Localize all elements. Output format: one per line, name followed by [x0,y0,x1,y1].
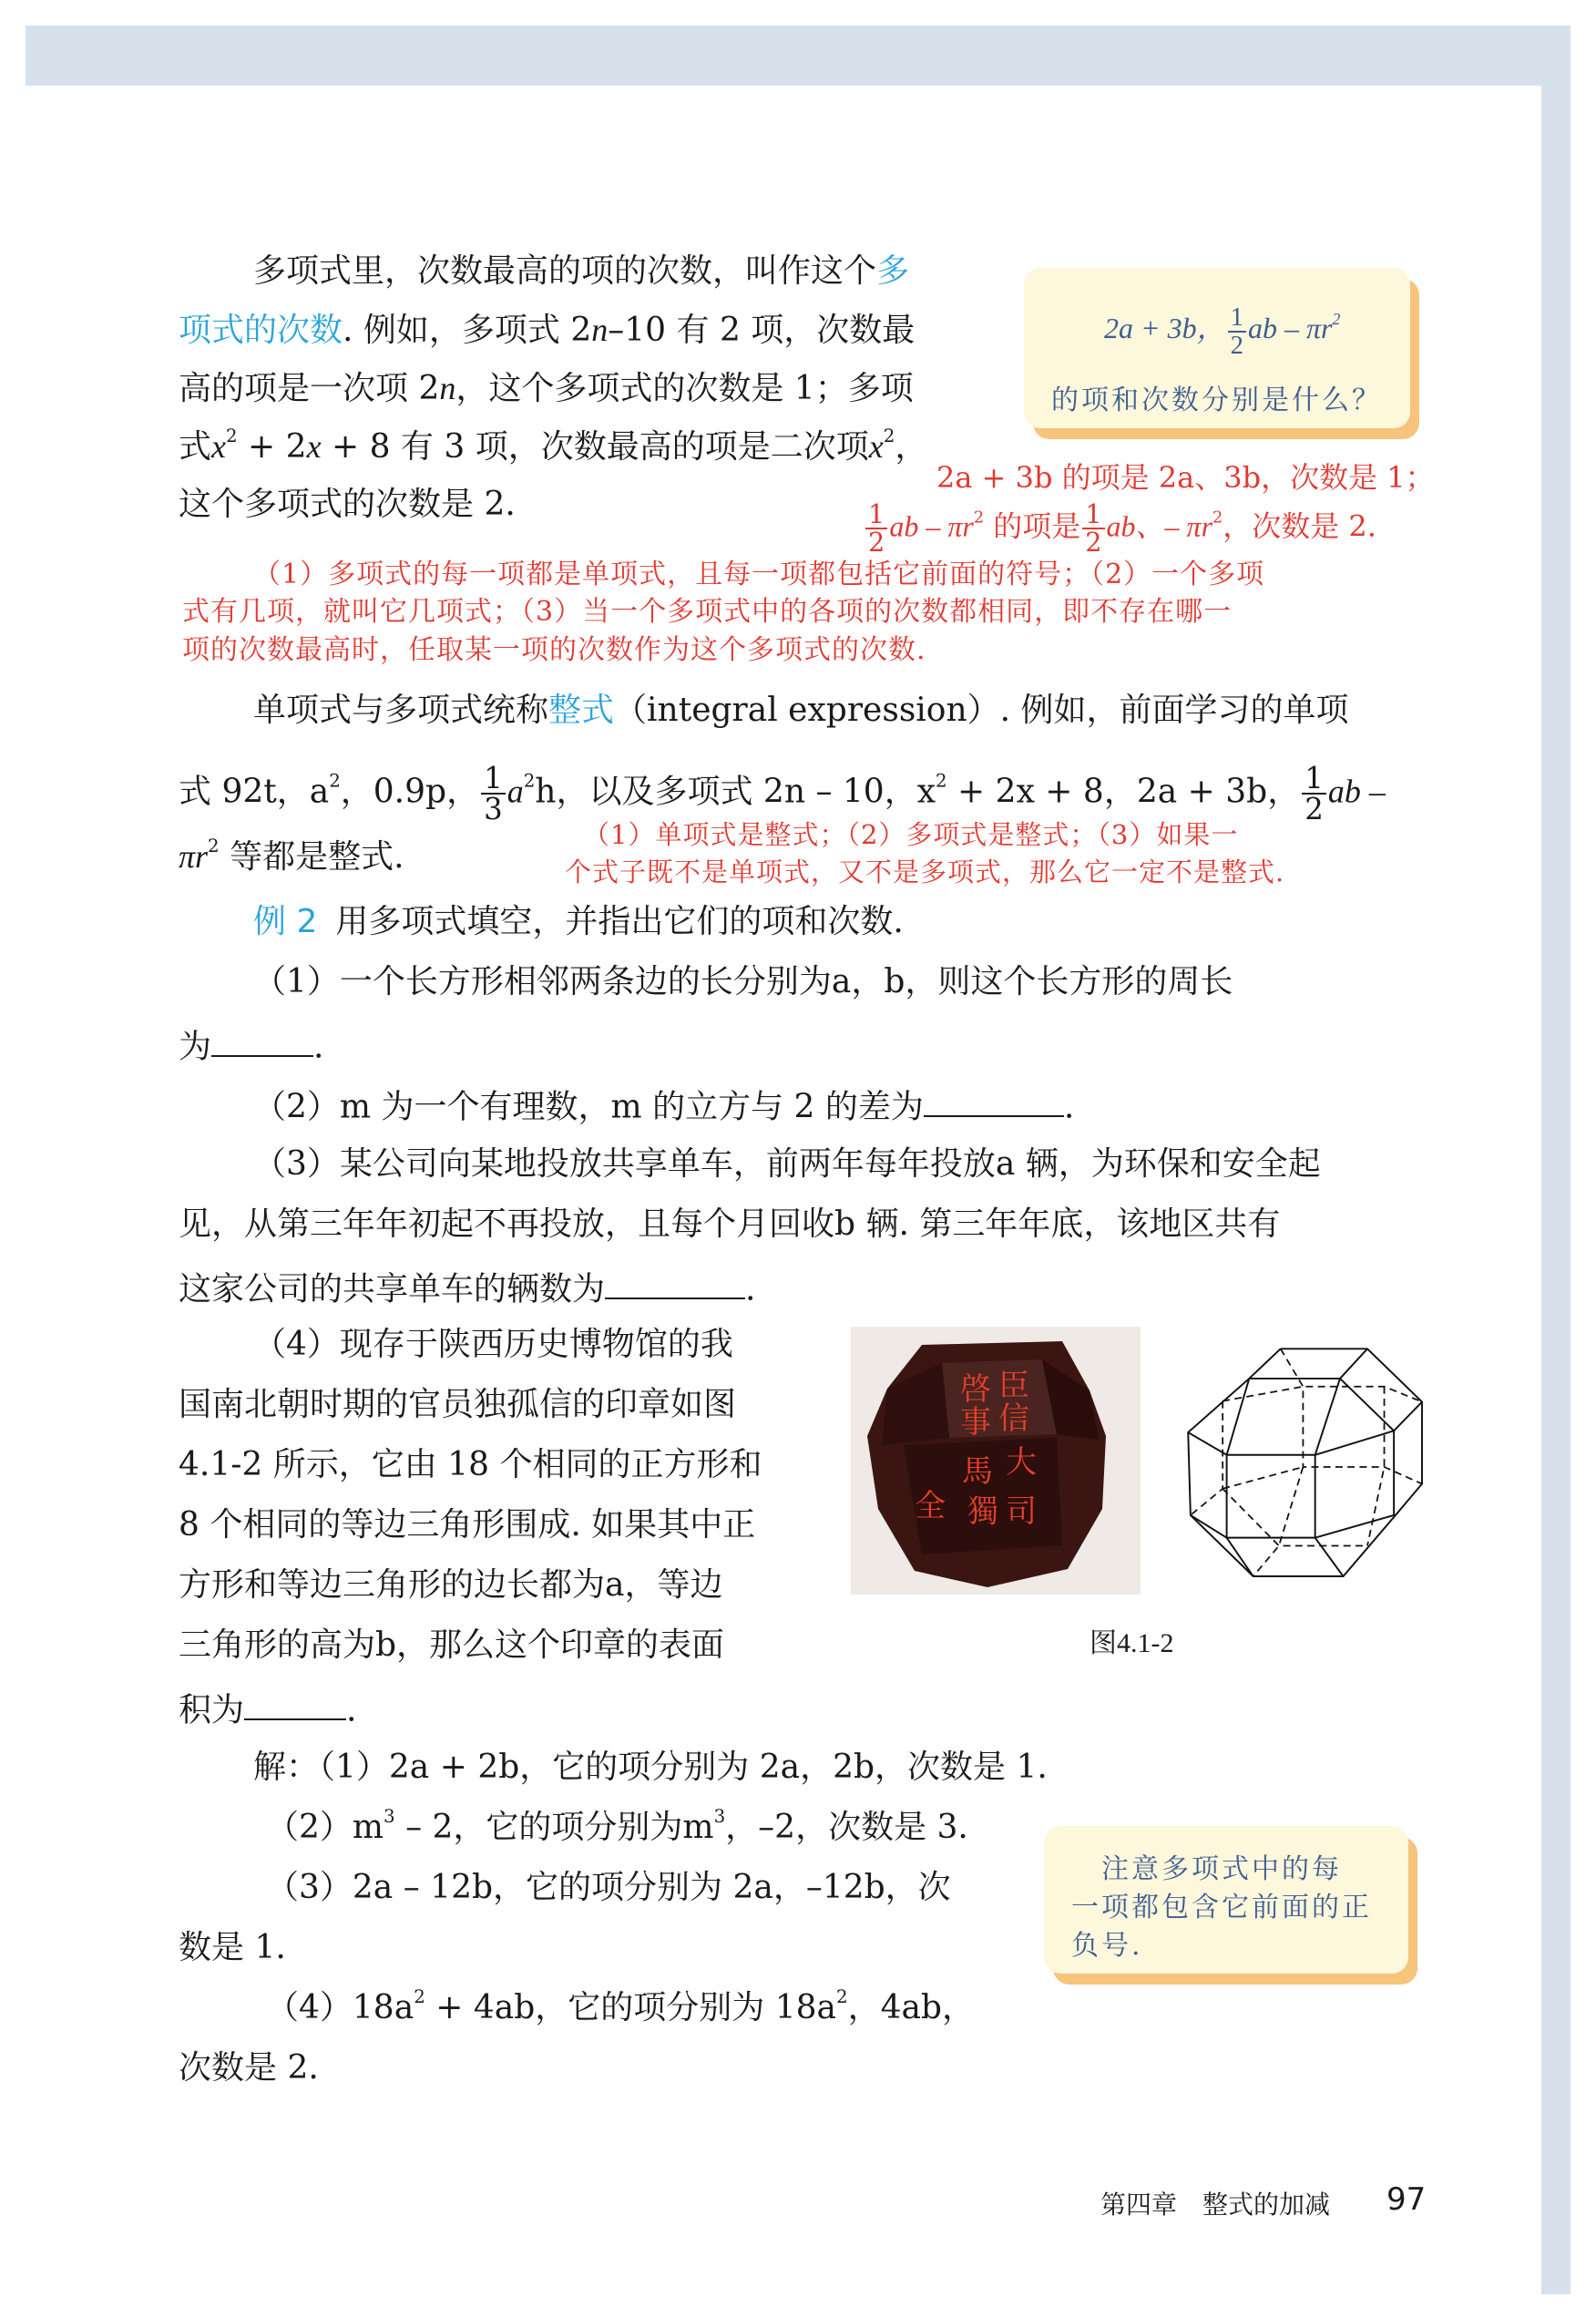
figure-caption: 图4.1-2 [1090,1628,1174,1658]
handwritten-note-1: （1）多项式的每一项都是单项式，且每一项都包括它前面的符号；（2）一个多项 式有几项，就叫它几项式；（3）当一个多项式中的各项的次数都相同，即不存在哪一 项的次数最高时，任取某一项的次数作为这个多项式的次数. [182,559,1265,666]
svg-text:馬: 馬 [962,1453,993,1490]
example-q4-line3: 4.1-2 所示，它由 18 个相同的正方形和 [179,1446,762,1483]
para2-line1: 单项式与多项式统称整式（integral expression）. 例如，前面学习的单项 [253,692,1349,729]
solution-4-cont: 次数是 2. [179,2049,319,2087]
polyhedron-diagram [1153,1330,1445,1604]
margin-note-question [1024,268,1410,428]
handwritten-answer-line1: 2a + 3b 的项是 2a、3b，次数是 1； [936,460,1435,495]
example-q4-line6: 三角形的高为b，那么这个印章的表面 [179,1626,725,1664]
svg-text:啓: 啓 [960,1371,991,1408]
svg-text:信: 信 [998,1400,1029,1437]
example-q2: （2）m 为一个有理数，m 的立方与 2 的差为 . [253,1086,1074,1123]
page-number: 97 [1386,2181,1427,2218]
example-q4-line7: 积为 . [179,1689,356,1727]
para1-line5: 这个多项式的次数是 2. [179,486,516,523]
example-q4-line5: 方形和等边三角形的边长都为a，等边 [179,1566,723,1604]
svg-text:臣: 臣 [998,1368,1029,1404]
answer-blank[interactable] [211,1026,313,1057]
example-q3-line3: 这家公司的共享单车的辆数为 . [179,1268,755,1306]
answer-blank[interactable] [924,1086,1064,1117]
para2-line3: $\pi r^2$ 等都是整式. [179,836,404,876]
para1-line4: 式$x^2 + 2x + 8$ 有 3 项，次数最高的项是二次项$x^2$， [179,426,928,466]
solution-3: （3）2a – 12b，它的项分别为 2a，–12b，次 [266,1869,951,1906]
example-label: 例 2 [253,903,318,940]
term-highlight: 项式的次数 [179,312,343,349]
term-highlight: 整式 [548,692,615,729]
example-q1-cont: 为 . [179,1026,323,1063]
svg-text:事: 事 [960,1404,991,1441]
example-q4-line1: （4）现存于陕西历史博物馆的我 [253,1326,733,1363]
note-expression: 2a + 3b， $\frac{1}{2}$ ab – $\pi r^2$ [1104,303,1341,360]
svg-text:獨: 獨 [967,1493,998,1530]
handwritten-answer-line2: $\frac{1}{2}$ ab – $\pi r^2$ 的项是 $\frac{1}{2}$ ab、– $\pi r^2$，次数是 2. [864,501,1376,556]
footer-chapter: 第四章 整式的加减 [1100,2190,1331,2220]
term-highlight: 多 [876,252,910,290]
para2-line2: 式 92t，$a^2$，0.9p， $\frac{1}{3}$ $a^2h$，以及多项式 2n – 10，$x^2 + 2x + 8$，2a + 3b， $\frac{1}{2}$ ab – [179,761,1386,827]
example-q4-line2: 国南北朝时期的官员独孤信的印章如图 [179,1386,737,1423]
para1-line2: 项式的次数. 例如，多项式 2n–10 有 2 项，次数最 [179,312,916,349]
svg-text:大: 大 [1006,1444,1037,1481]
example-q3-line1: （3）某公司向某地投放共享单车，前两年每年投放a 辆，为环保和安全起 [253,1145,1321,1183]
example-q3-line2: 见，从第三年年初起不再投放，且每个月回收b 辆. 第三年年底，该地区共有 [179,1205,1281,1243]
seal-photo [851,1327,1141,1595]
para1-line1: 多项式里，次数最高的项的次数，叫作这个多 [253,252,910,290]
example-q4-line4: 8 个相同的等边三角形围成. 如果其中正 [179,1506,756,1544]
page-frame-top [26,26,1570,86]
page-frame-right [1541,26,1570,2294]
answer-blank[interactable] [244,1689,346,1720]
solution-2: $(2)m^3 - 2$，它的项分别为$m^3$，–2，次数是 3. [266,1806,968,1846]
handwritten-note-2: （1）单项式是整式；（2）多项式是整式；（3）如果一 个式子既不是单项式，又不是多项式，那么它一定不是整式. [565,819,1285,887]
note-question-text: 的项和次数分别是什么？ [1051,385,1382,416]
solution-3-cont: 数是 1. [179,1929,286,1966]
answer-blank[interactable] [605,1268,745,1299]
solution-4: $(4)18a^2 + 4ab$，它的项分别为 $18a^2$，4ab， [266,1986,975,2026]
solution-1: 解：（1）2a + 2b，它的项分别为 2a，2b，次数是 1. [253,1749,1048,1786]
para1-line3: 高的项是一次项 2n，这个多项式的次数是 1；多项 [179,370,914,407]
svg-text:全: 全 [915,1488,946,1524]
example-heading: 例 2 用多项式填空，并指出它们的项和次数. [253,903,904,940]
svg-text:司: 司 [1006,1493,1037,1530]
example-q1: （1）一个长方形相邻两条边的长分别为a，b，则这个长方形的周长 [253,963,1233,1000]
margin-note-tip: 注意多项式中的每 一项都包含它前面的正 负号. [1044,1826,1408,1974]
